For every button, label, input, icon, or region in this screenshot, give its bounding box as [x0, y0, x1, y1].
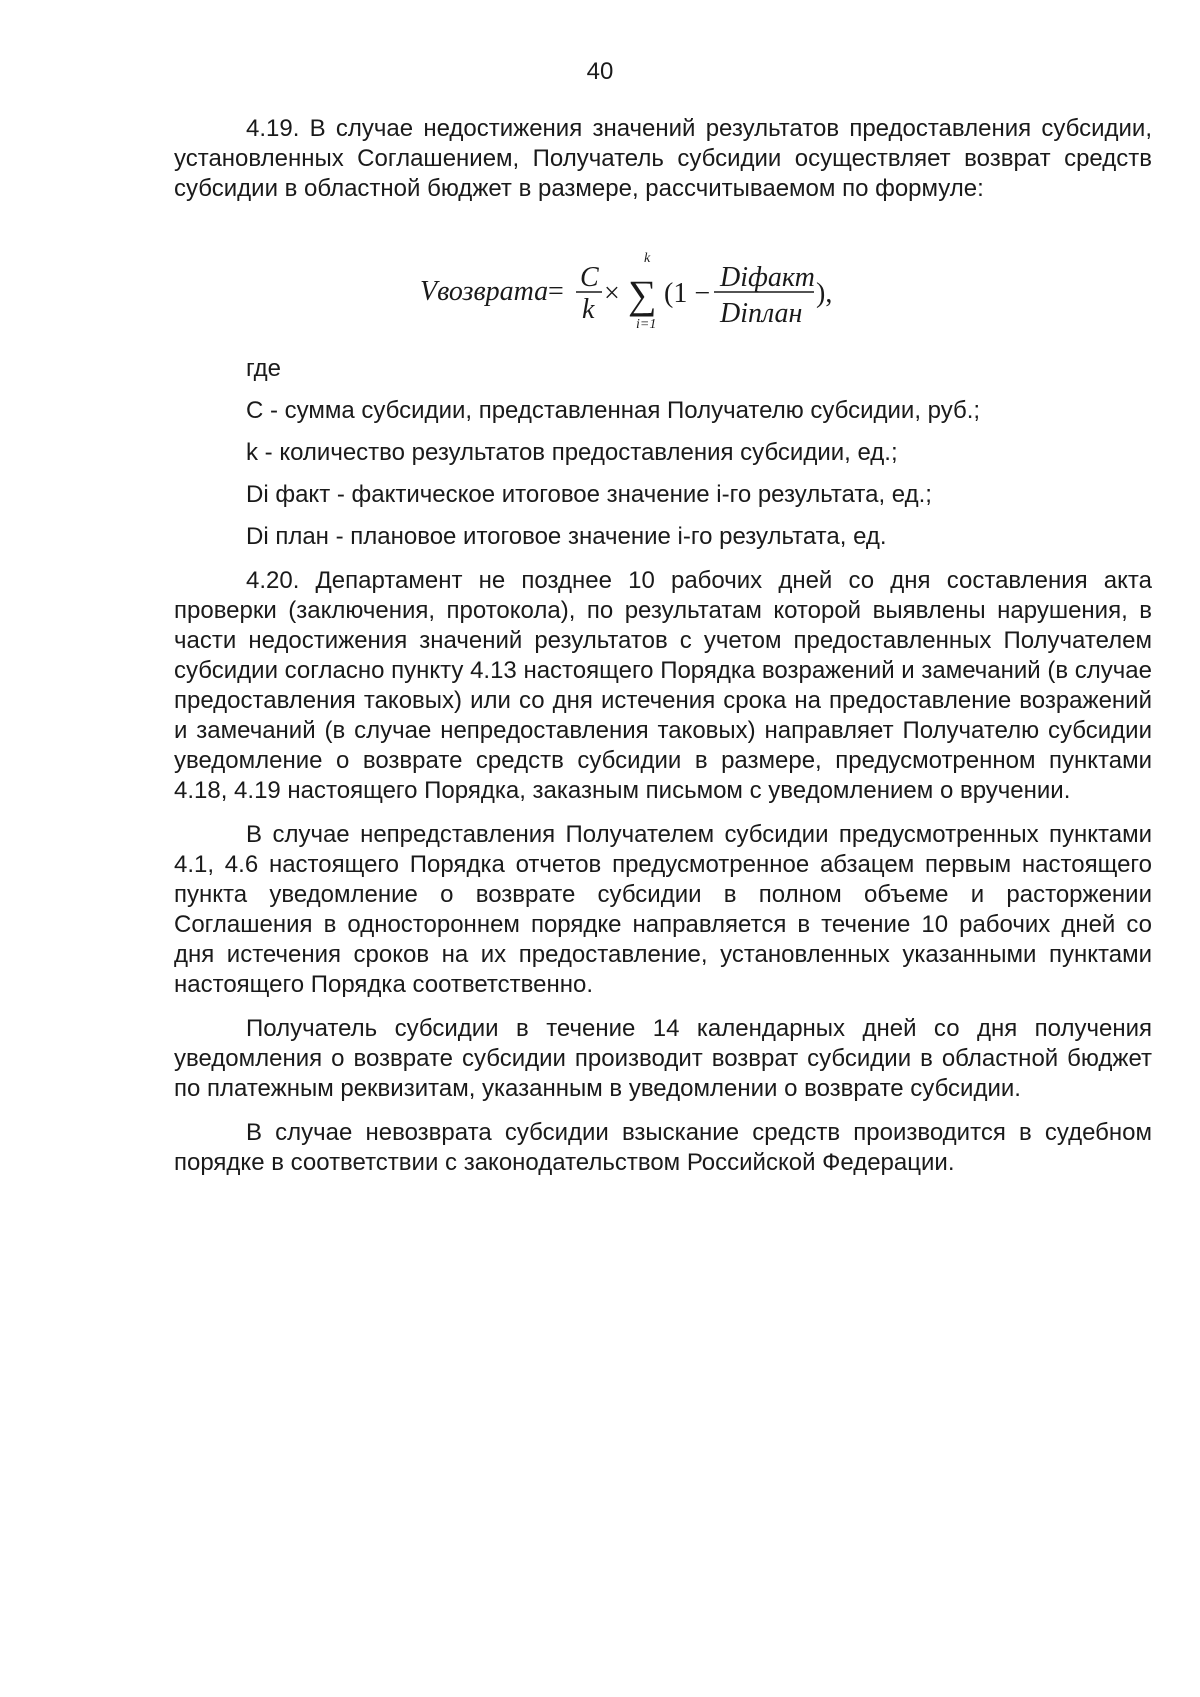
formula-equals: =	[548, 276, 564, 307]
paragraph-4-19: 4.19. В случае недостижения значений результатов предоставления субсидии, установленных Соглашением, Получатель субсидии осуществляет возврат средств субсидии в областной бюджет в размере, рассчитываемом по формуле:	[174, 115, 1152, 202]
formula-sum-bottom: i=1	[636, 317, 657, 332]
formula-sum-top: k	[644, 251, 651, 266]
document-body	[174, 114, 1152, 1178]
page-number: 40	[586, 58, 614, 85]
paragraph-4-20-third: Получатель субсидии в течение 14 календарных дней со дня получения уведомления о возврате субсидии производит возврат субсидии в областной бюджет по платежным реквизитам, указанным в уведомлении о возврате субсидии.	[174, 1015, 1152, 1102]
formula-lhs: Vвозврата	[420, 276, 549, 307]
formula	[174, 224, 1152, 340]
where-label: где	[246, 355, 282, 382]
definition-k: k - количество результатов предоставления субсидии, ед.;	[246, 439, 898, 466]
formula-denominator: Diплан	[720, 298, 803, 329]
formula-graphic	[174, 224, 1152, 340]
definition-di-plan: Di план - плановое итоговое значение i-го результата, ед.	[246, 523, 887, 550]
formula-k: k	[582, 294, 595, 325]
formula-times: ×	[604, 278, 620, 309]
formula-open: (1 −	[664, 278, 711, 309]
formula-sigma: ∑	[628, 272, 657, 317]
paragraph-4-20-second: В случае непредставления Получателем субсидии предусмотренных пунктами 4.1, 4.6 настоящего Порядка отчетов предусмотренное абзацем первым настоящего пункта уведомление о возврате субсидии в полном объеме и расторжении Соглашения в одностороннем порядке направляется в течение 10 рабочих дней со дня истечения сроков на их предоставление, установленных указанными пунктами настоящего Порядка соответственно.	[174, 821, 1152, 998]
paragraph-4-20: 4.20. Департамент не позднее 10 рабочих дней со дня составления акта проверки (заключения, протокола), по результатам которой выявлены нарушения, в части недостижения значений результатов с учетом предоставленных Получателем субсидии согласно пункту 4.13 настоящего Порядка возражений и замечаний (в случае предоставления таковых) или со дня истечения срока на предоставление возражений и замечаний (в случае непредоставления таковых) направляет Получателю субсидии уведомление о возврате средств субсидии в размере, предусмотренном пунктами 4.18, 4.19 настоящего Порядка, заказным письмом с уведомлением о вручении.	[174, 567, 1152, 804]
definition-di-fakt: Di факт - фактическое итоговое значение i-го результата, ед.;	[246, 481, 932, 508]
formula-c: C	[580, 262, 599, 293]
definition-c: C - сумма субсидии, представленная Получателю субсидии, руб.;	[246, 397, 981, 424]
formula-close: ),	[816, 278, 833, 309]
paragraph-4-20-fourth: В случае невозврата субсидии взыскание средств производится в судебном порядке в соответствии с законодательством Российской Федерации.	[174, 1119, 1152, 1176]
formula-numerator: Diфакт	[720, 262, 815, 293]
